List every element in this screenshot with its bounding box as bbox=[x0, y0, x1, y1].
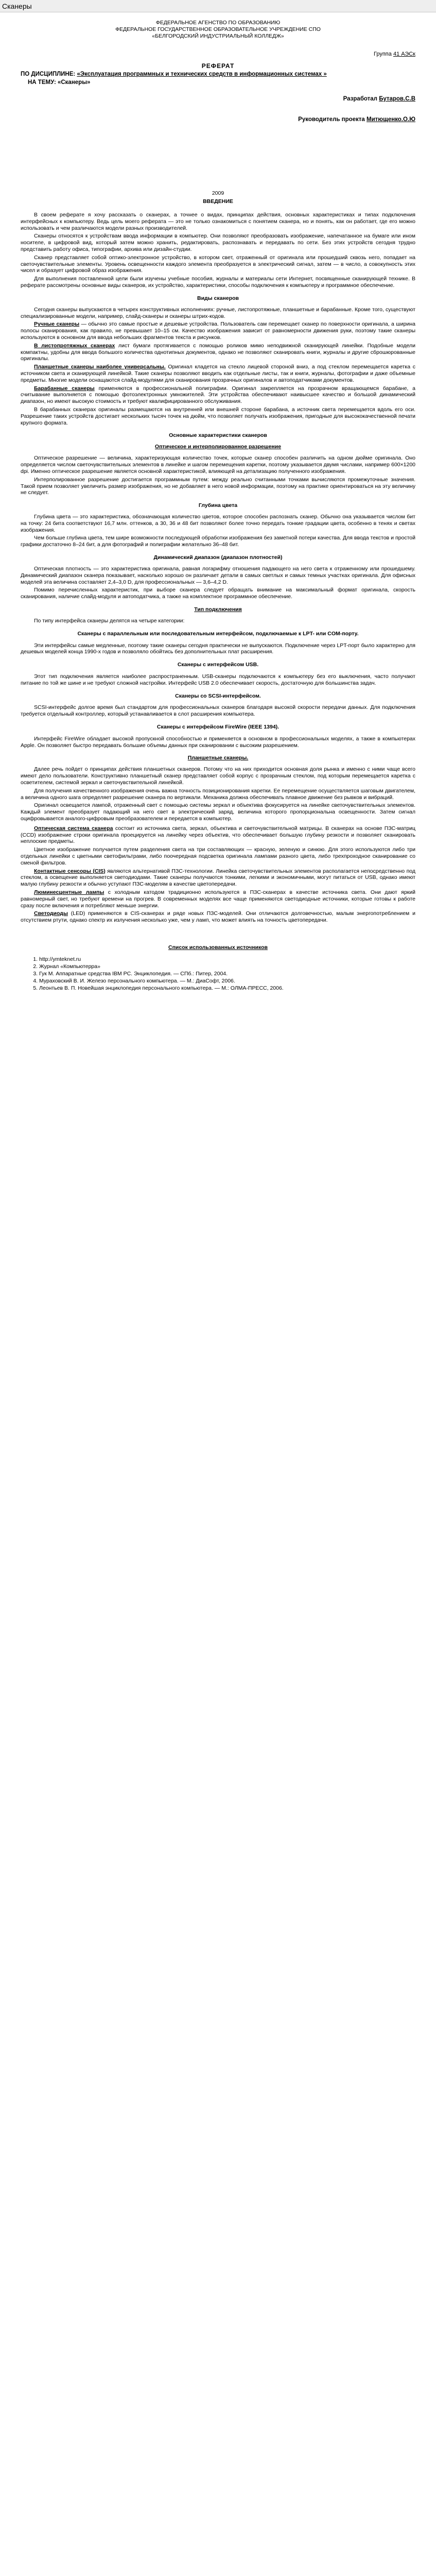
paragraph: Чем больше глубина цвета, тем шире возможности последующей обработки изображения без заметной потери качества. Для ввода текстов и простой графики достаточно 8–24 бит, а для фотографий и полиграфии желательно 36–48 бит. bbox=[21, 535, 415, 548]
reference-item: 2. Журнал «Компьютерра» bbox=[39, 963, 415, 970]
paragraph: Оригинал освещается лампой, отраженный свет с помощью системы зеркал и объектива фокусируется на линейке светочувствительных элементов. Каждый элемент преобразует падающий на него свет в электрический заряд, величина которого пропорциональна освещенности. Затем сигнал оцифровывается аналого-цифровым преобразователем и передается в компьютер. bbox=[21, 802, 415, 822]
supervisor-label: Руководитель проекта bbox=[298, 116, 365, 123]
references-title: Список использованных источников bbox=[168, 944, 268, 951]
paragraph-text: лист бумаги протягивается с помощью роликов мимо неподвижной сканирующей линейки. Подобные модели компактны, удобны для ввода большого количества однотипных документов, однако не позволяют сканировать книги, журналы и другие сброшюрованные оригиналы. bbox=[21, 342, 416, 362]
subsection-title: Динамический диапазон (диапазон плотностей) bbox=[153, 554, 283, 561]
paragraph-text: Сегодня сканеры выпускаются в четырех конструктивных исполнениях: ручные, листопротяжные, планшетные и барабанные. Кроме того, существуют специализированные модели, например, слайд-сканеры и сканеры штрих-кодов. bbox=[21, 306, 415, 319]
group-label: Группа bbox=[374, 51, 392, 57]
document-title: РЕФЕРАТ bbox=[201, 62, 235, 70]
year: 2009 bbox=[212, 190, 224, 196]
optics-section bbox=[21, 825, 415, 924]
paragraph: Этот тип подключения является наиболее распространенным. USB-сканеры подключаются к компьютеру без его выключения, часто получают питание по той же шине и не требуют сложной настройки. Интерфейс USB 2.0 обеспечивает скорость, достаточную для большинства задач. bbox=[21, 673, 415, 686]
paragraph: SCSI-интерфейс долгое время был стандартом для профессиональных сканеров благодаря высокой скорости передачи данных. Для подключения требуется отдельный контроллер, который устанавливается в слот расширения компьютера. bbox=[21, 704, 415, 718]
org-line-1: ФЕДЕРАЛЬНОЕ АГЕНСТВО ПО ОБРАЗОВАНИЮ bbox=[155, 20, 281, 26]
paragraph-lead: Ручные сканеры bbox=[34, 321, 80, 328]
paragraph: Оптическое разрешение — величина, характеризующая количество точек, которые сканер способен различить на одном дюйме оригинала. Оно определяется числом светочувствительных элементов в линейке и шагом перемещения каретки, поэтому указывается двумя числами, например 600×1200 dpi. Именно оптическое разрешение является основной характеристикой, влияющей на детализацию полученного изображения. bbox=[21, 455, 415, 474]
paragraph-text: с холодным катодом традиционно используются в ПЗС-сканерах в качестве источника света. Они дают яркий равномерный свет, но требуют времени на прогрев. В современных моделях все чаще применяются светодиодные источники, которые готовы к работе сразу после включения и потребляют меньше энергии. bbox=[21, 889, 415, 909]
paragraph bbox=[21, 307, 415, 320]
subsection-title: Оптическое и интерполированное разрешение bbox=[154, 444, 282, 450]
paragraph-lead: Барабанные сканеры bbox=[34, 385, 95, 392]
paragraph: Оптическая плотность — это характеристика оригинала, равная логарифму отношения падающего на него света к отраженному или прошедшему. Динамический диапазон сканера показывает, насколько хорошо он различает детали в самых светлых и самых темных участках оригинала. Для офисных моделей эта величина составляет 2,4–3,0 D, для профессиональных — 3,6–4,2 D. bbox=[21, 566, 415, 585]
document-page bbox=[0, 20, 436, 992]
paragraph-text: Цветное изображение получается путем разделения света на три составляющих — красную, зеленую и синюю. Для этого используются либо три отдельных линейки с цветными светофильтрами, либо поочередная подсветка оригинала лампами разного цвета, либо трехпроходное сканирование со сменой фильтров. bbox=[21, 846, 415, 866]
paragraph-lead: Светодиоды bbox=[34, 910, 68, 917]
flatbed-section bbox=[21, 766, 415, 822]
paragraph bbox=[21, 825, 415, 845]
paragraph bbox=[21, 406, 415, 426]
subsection-title: Сканеры со SCSI-интерфейсом. bbox=[175, 692, 261, 699]
paragraph: Эти интерфейсы самые медленные, поэтому такие сканеры сегодня практически не выпускаются. Подключение через LPT-порт было характерно для дешевых моделей конца 1990-х годов и позволяло обойтись без дополнительных плат расширения. bbox=[21, 642, 415, 655]
window-title: Сканеры bbox=[0, 0, 436, 12]
org-line-3: «БЕЛГОРОДСКИЙ ИНДУСТРИАЛЬНЫЙ КОЛЛЕДЖ» bbox=[152, 33, 284, 39]
section-title: Основные характеристики сканеров bbox=[169, 432, 267, 439]
org-line-2: ФЕДЕРАЛЬНОЕ ГОСУДАРСТВЕННОЕ ОБРАЗОВАТЕЛЬНОЕ УЧРЕЖДЕНИЕ СПО bbox=[115, 26, 321, 32]
discipline-name: «Эксплуатация программных и технических средств в информационных системах » bbox=[77, 71, 327, 77]
section-title: Виды сканеров bbox=[197, 295, 239, 301]
subsection-title: Сканеры с интерфейсом USB. bbox=[177, 662, 259, 668]
paragraph-lead: Оптическая система сканера bbox=[34, 825, 113, 832]
group-value: 41 АЭСк bbox=[393, 51, 415, 57]
paragraph: Далее речь пойдет о принципах действия планшетных сканеров. Потому что на них приходится основная доля рынка и именно с ними чаще всего имеют дело пользователи. Конструктивно планшетный сканер представляет собой корпус с прозрачным стеклом, под которым перемещается каретка с осветителем, системой зеркал и светочувствительной линейкой. bbox=[21, 766, 415, 786]
group-line bbox=[21, 51, 415, 57]
paragraph: Для выполнения поставленной цели были изучены учебные пособия, журналы и материалы сети Интернет, посвященные сканирующей технике. В реферате рассмотрены основные виды сканеров, их устройство, характеристики, способы подключения к компьютеру и программное обеспечение. bbox=[21, 276, 415, 289]
types-section bbox=[21, 307, 415, 427]
paragraph: Для получения качественного изображения очень важна точность позиционирования каретки. Ее перемещение осуществляется шаговым двигателем, а величина одного шага определяет разрешение сканера по вертикали. Механика должна обеспечивать плавное движение без рывков и вибраций. bbox=[21, 787, 415, 801]
paragraph bbox=[21, 321, 415, 341]
author-name: Бутаров.С.В bbox=[379, 96, 415, 102]
section-title: Планшетные сканеры. bbox=[187, 755, 249, 761]
paragraph bbox=[21, 385, 415, 405]
discipline-lead: ПО ДИСЦИПЛИНЕ: bbox=[21, 71, 76, 77]
author-label: Разработал bbox=[343, 96, 377, 102]
paragraph bbox=[21, 910, 415, 924]
paragraph-text: являются альтернативой ПЗС-технологии. Линейка светочувствительных элементов располагается непосредственно под стеклом, а освещение выполняется светодиодами. Такие сканеры получаются тонкими, легкими и экономичными, могут питаться от USB, однако имеют малую глубину резкости и обычно уступают ПЗС-моделям в качестве цветопередачи. bbox=[21, 868, 415, 888]
paragraph: Интерфейс FireWire обладает высокой пропускной способностью и применяется в основном в профессиональных моделях, а также в компьютерах Apple. Он позволяет быстро передавать большие объемы данных при сканировании с высоким разрешением. bbox=[21, 735, 415, 749]
paragraph-lead: Контактные сенсоры (CIS) bbox=[34, 868, 106, 874]
paragraph bbox=[21, 364, 415, 383]
paragraph-lead: Планшетные сканеры наиболее универсальны. bbox=[34, 364, 166, 370]
paragraph-text: Оригинал кладется на стекло лицевой стороной вниз, а под стеклом перемещается каретка с источником света и сканирующей линейкой. Такие сканеры позволяют вводить как отдельные листы, так и книги, журналы, фотографии и даже объемные предметы. Многие модели оснащаются слайд-модулями для сканирования прозрачных оригиналов и автоподатчиками документов. bbox=[21, 364, 416, 383]
subsection-title: Сканеры с параллельным или последовательным интерфейсом, подключаемые к LPT- или COM-порту. bbox=[77, 630, 359, 637]
connection-section bbox=[21, 618, 415, 749]
paragraph bbox=[21, 343, 415, 362]
paragraph: Глубина цвета — это характеристика, обозначающая количество цветов, которое способен распознать сканер. Обычно она указывается числом бит на точку: 24 бита соответствуют 16,7 млн. оттенков, а 30, 36 и 48 бит позволяют более точно передать тонкие градации цвета, особенно в тенях и светах изображения. bbox=[21, 514, 415, 533]
intro-title: ВВЕДЕНИЕ bbox=[203, 198, 233, 205]
chars-section bbox=[21, 455, 415, 496]
topic: НА ТЕМУ: «Сканеры» bbox=[28, 79, 91, 86]
author-line bbox=[21, 95, 415, 103]
reference-item: 1. http://ymteknet.ru bbox=[39, 956, 415, 963]
paragraph: Помимо перечисленных характеристик, при выборе сканера следует обращать внимание на максимальный формат оригинала, скорость сканирования, наличие слайд-модуля и автоподатчика, а также на комплектное программное обеспечение. bbox=[21, 587, 415, 600]
subsection-title: Сканеры с интерфейсом FireWire (IEEE 1394). bbox=[156, 724, 280, 731]
paragraph-text: В барабанных сканерах оригиналы размещаются на внутренней или внешней стороне барабана, а источник света перемещается вдоль его оси. Разрешение таких устройств достигает нескольких тысяч точек на дюйм, что позволяет получать изображения, пригодные для высококачественной печати крупного формата. bbox=[21, 406, 415, 426]
paragraph: Интерполированное разрешение достигается программным путем: между реально считанными точками вычисляются промежуточные значения. Такой прием позволяет увеличить размер изображения, но не добавляет в него новой информации, поэтому на практике ориентироваться на эту величину не следует. bbox=[21, 476, 415, 496]
paragraph: В своем реферате я хочу рассказать о сканерах, а точнее о видах, принципах действия, основных характеристиках и типах подключения интерфейсных к компьютеру. Ведь цель моего реферата — это не только ознакомиться с понятием сканера, но и понять, как он работает, где его можно использовать и чем различаются модели разных производителей. bbox=[21, 212, 415, 231]
depth-section bbox=[21, 514, 415, 548]
paragraph: По типу интерфейса сканеры делятся на четыре категории: bbox=[34, 618, 185, 624]
reference-item: 3. Гук М. Аппаратные средства IBM PC. Энциклопедия. — СПб.: Питер, 2004. bbox=[39, 970, 415, 977]
supervisor-name: Митющенко.О.Ю bbox=[367, 116, 415, 123]
paragraph-text: применяются в профессиональной полиграфии. Оригинал закрепляется на прозрачном вращающемся барабане, а считывание выполняется с помощью фотоэлектронных умножителей. Эти устройства обеспечивают наивысшее качество и большой динамический диапазон, но имеют высокую стоимость и требуют квалифицированного обслуживания. bbox=[21, 385, 415, 405]
paragraph-lead: Люминесцентные лампы bbox=[34, 889, 104, 895]
subsection-title: Глубина цвета bbox=[198, 502, 238, 509]
paragraph bbox=[21, 889, 415, 909]
supervisor-line bbox=[21, 116, 415, 123]
discipline bbox=[21, 71, 415, 78]
paragraph bbox=[21, 846, 415, 866]
section-title: Тип подключения bbox=[194, 606, 242, 613]
reference-item: 5. Леонтьев В. П. Новейшая энциклопедия персонального компьютера. — М.: ОЛМА-ПРЕСС, 2006. bbox=[39, 985, 415, 992]
intro-section bbox=[21, 212, 415, 289]
paragraph-text: — обычно это самые простые и дешевые устройства. Пользователь сам перемещает сканер по поверхности оригинала, а ширина полосы сканирования, как правило, не превышает 10–15 см. Качество изображения зависит от равномерности движения руки, поэтому такие сканеры используются в основном для ввода небольших фрагментов текста и рисунков. bbox=[21, 321, 415, 341]
paragraph-text: состоит из источника света, зеркал, объектива и светочувствительной матрицы. В сканерах на основе ПЗС-матриц (CCD) изображение строки оригинала проецируется на линейку через объектив, что обеспечивает большую глубину резкости и позволяет сканировать неплоские предметы. bbox=[21, 825, 415, 845]
paragraph: Сканеры относятся к устройствам ввода информации в компьютер. Они позволяют преобразовать изображение, напечатанное на бумаге или ином носителе, в цифровой вид, который затем можно хранить, редактировать, распознавать и передавать по сети. Без этих устройств сегодня трудно представить работу офиса, типографии, архива или дизайн-студии. bbox=[21, 233, 415, 252]
reference-item: 4. Мураховский В. И. Железо персонального компьютера. — М.: ДиаСофт, 2006. bbox=[39, 977, 415, 985]
paragraph-text: (LED) применяются в CIS-сканерах и ряде новых ПЗС-моделей. Они отличаются долговечностью, малым энергопотреблением и отсутствием ртути, однако спектр их излучения несколько уже, чем у ламп, что может влиять на точность цветопередачи. bbox=[21, 910, 415, 924]
paragraph: Сканер представляет собой оптико-электронное устройство, в котором свет, отраженный от оригинала или прошедший сквозь него, попадает на светочувствительные элементы. Уровень освещенности каждого элемента преобразуется в электрический сигнал, затем — в число, а совокупность этих чисел и образует цифровой образ изображения. bbox=[21, 254, 415, 274]
range-section bbox=[21, 566, 415, 600]
references-list bbox=[21, 956, 415, 992]
paragraph bbox=[21, 868, 415, 888]
paragraph-lead: В листопротяжных сканерах bbox=[34, 342, 115, 349]
